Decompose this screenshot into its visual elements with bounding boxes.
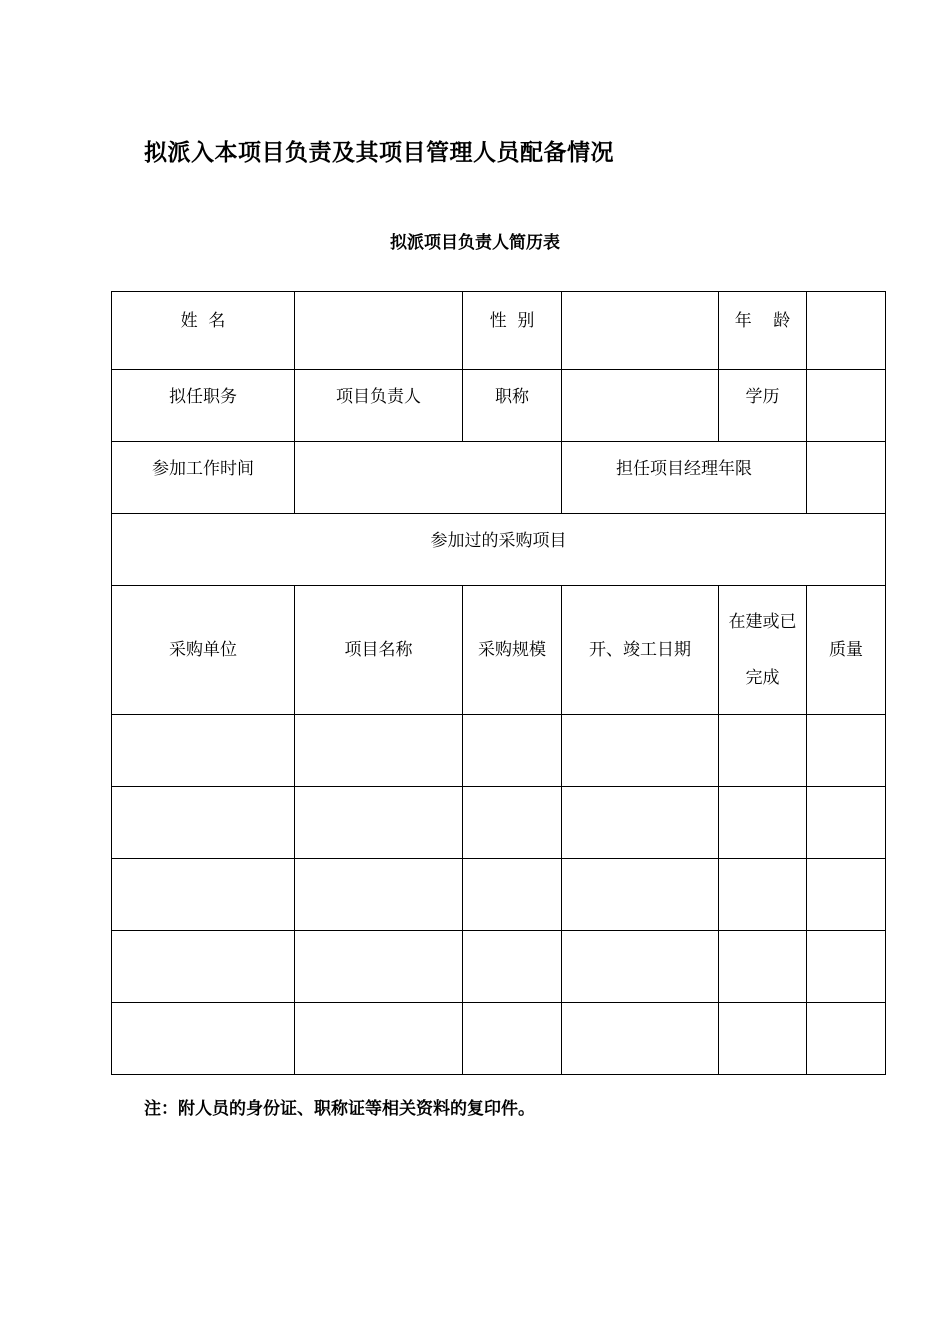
age-label-cell — [719, 292, 807, 370]
procurement-unit-cell[interactable] — [112, 931, 295, 1003]
procurement-unit-cell[interactable] — [112, 787, 295, 859]
gender-label-cell — [463, 292, 562, 370]
title-value-cell[interactable] — [562, 370, 719, 442]
status-cell[interactable] — [719, 1003, 807, 1075]
table-row-experience — [112, 442, 886, 514]
status-cell[interactable] — [719, 715, 807, 787]
table-row-column-headers — [112, 586, 886, 715]
position-label-cell — [112, 370, 295, 442]
procurement-scale-cell[interactable] — [463, 715, 562, 787]
status-header-line-2: 完成 — [745, 668, 780, 688]
work-start-value-cell[interactable] — [295, 442, 562, 514]
table-row — [112, 859, 886, 931]
project-name-cell[interactable] — [295, 715, 463, 787]
table-row — [112, 931, 886, 1003]
position-value-cell[interactable] — [295, 370, 463, 442]
project-name-cell[interactable] — [295, 931, 463, 1003]
procurement-scale-cell[interactable] — [463, 1003, 562, 1075]
pm-years-value-cell[interactable] — [807, 442, 886, 514]
column-header-quality: 质量 — [807, 586, 886, 715]
section-header-cell — [112, 514, 886, 586]
quality-cell[interactable] — [807, 931, 886, 1003]
work-start-label: 参加工作时间 — [152, 459, 254, 480]
gender-value-cell[interactable] — [562, 292, 719, 370]
start-end-date-cell[interactable] — [562, 859, 719, 931]
table-row-position — [112, 370, 886, 442]
attachment-note: 注：附人员的身份证、职称证等相关资料的复印件。 — [144, 1099, 535, 1119]
procurement-scale-cell[interactable] — [463, 787, 562, 859]
education-label-cell — [719, 370, 807, 442]
professional-title-label: 职称 — [495, 387, 529, 408]
column-header-procurement-unit: 采购单位 — [112, 586, 295, 715]
column-header-project-name: 项目名称 — [295, 586, 463, 715]
status-header-line-1: 在建或已 — [728, 612, 797, 632]
table-title: 拟派项目负责人简历表 — [390, 233, 560, 253]
procurement-projects-section-label: 参加过的采购项目 — [430, 531, 567, 552]
quality-cell[interactable] — [807, 715, 886, 787]
project-name-cell[interactable] — [295, 859, 463, 931]
procurement-scale-cell[interactable] — [463, 931, 562, 1003]
procurement-unit-cell[interactable] — [112, 715, 295, 787]
start-end-date-cell[interactable] — [562, 715, 719, 787]
start-end-date-cell[interactable] — [562, 787, 719, 859]
document-title: 拟派入本项目负责及其项目管理人员配备情况 — [144, 140, 614, 166]
name-value-cell[interactable] — [295, 292, 463, 370]
title-label-cell — [463, 370, 562, 442]
education-label: 学历 — [745, 387, 780, 408]
procurement-unit-cell[interactable] — [112, 1003, 295, 1075]
quality-cell[interactable] — [807, 787, 886, 859]
status-cell[interactable] — [719, 931, 807, 1003]
pm-years-label-cell — [562, 442, 807, 514]
quality-cell[interactable] — [807, 1003, 886, 1075]
resume-table — [111, 291, 886, 1075]
work-start-label-cell — [112, 442, 295, 514]
start-end-date-cell[interactable] — [562, 1003, 719, 1075]
start-end-date-cell[interactable] — [562, 931, 719, 1003]
column-header-procurement-scale: 采购规模 — [463, 586, 562, 715]
table-row-section-header — [112, 514, 886, 586]
project-name-cell[interactable] — [295, 787, 463, 859]
age-label: 年 龄 — [734, 311, 791, 332]
gender-label: 性 别 — [489, 311, 535, 332]
column-header-start-end-date: 开、竣工日期 — [562, 586, 719, 715]
position-value: 项目负责人 — [336, 387, 421, 408]
name-label: 姓 名 — [180, 311, 226, 332]
education-value-cell[interactable] — [807, 370, 886, 442]
pm-years-label: 担任项目经理年限 — [616, 459, 752, 480]
table-row — [112, 715, 886, 787]
age-value-cell[interactable] — [807, 292, 886, 370]
name-label-cell — [112, 292, 295, 370]
position-label: 拟任职务 — [169, 387, 237, 408]
procurement-unit-cell[interactable] — [112, 859, 295, 931]
procurement-scale-cell[interactable] — [463, 859, 562, 931]
column-header-status — [719, 586, 807, 715]
table-row — [112, 787, 886, 859]
table-row — [112, 1003, 886, 1075]
project-name-cell[interactable] — [295, 1003, 463, 1075]
table-row-basic-info — [112, 292, 886, 370]
status-cell[interactable] — [719, 787, 807, 859]
status-cell[interactable] — [719, 859, 807, 931]
quality-cell[interactable] — [807, 859, 886, 931]
